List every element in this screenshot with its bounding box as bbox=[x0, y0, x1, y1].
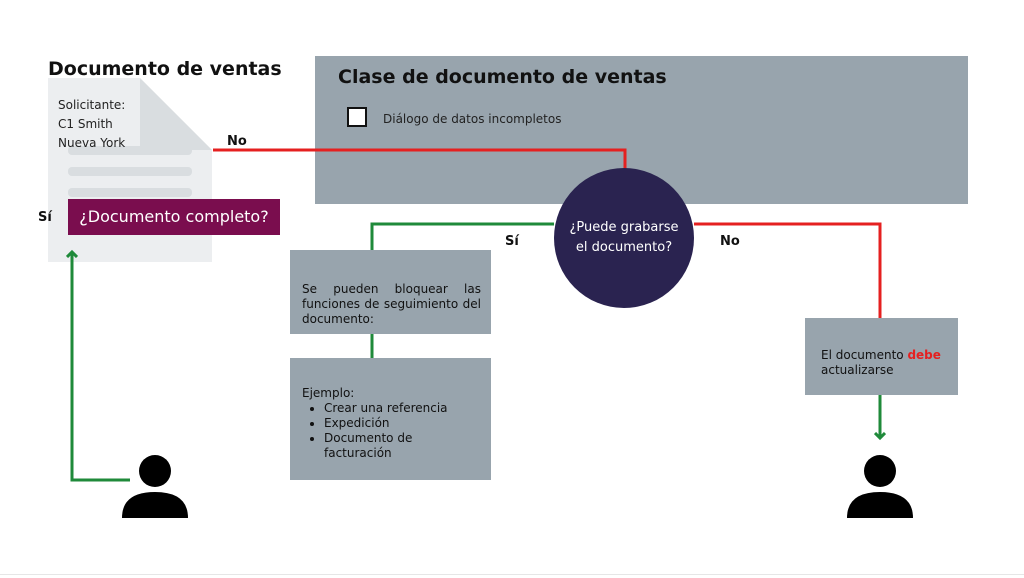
block-functions-box: Se pueden bloquear las funciones de seguimiento del documento: bbox=[290, 250, 491, 334]
save-question-line2: el documento? bbox=[575, 240, 673, 255]
update-required-box bbox=[805, 318, 958, 395]
save-question-circle bbox=[554, 168, 694, 308]
example-item-shipping: • Expedición bbox=[324, 416, 481, 431]
document-complete-question: ¿Documento completo? bbox=[68, 199, 280, 235]
arrow-no-to-save-question bbox=[213, 150, 625, 188]
example-item-reference: • Crear una referencia bbox=[324, 401, 481, 416]
save-question-line1: ¿Puede grabarse bbox=[569, 220, 679, 235]
update-emphasis: debe bbox=[907, 348, 941, 362]
label-yes-left: Sí bbox=[38, 210, 52, 225]
requester-city: Nueva York bbox=[58, 136, 126, 150]
update-suffix: actualizarse bbox=[821, 363, 894, 377]
user-icon-left bbox=[120, 454, 190, 520]
requester-label: Solicitante: bbox=[58, 98, 126, 112]
user-icon-right bbox=[845, 454, 915, 520]
requester-name: C1 Smith bbox=[58, 117, 113, 131]
example-title: Ejemplo: bbox=[302, 386, 355, 400]
document-class-title: Clase de documento de ventas bbox=[338, 66, 667, 88]
incomplete-data-label: Diálogo de datos incompletos bbox=[383, 112, 562, 126]
example-box bbox=[290, 358, 491, 480]
arrow-user-to-complete bbox=[72, 252, 130, 480]
label-no-right: No bbox=[720, 234, 740, 249]
example-item-billing: • Documento de facturación bbox=[324, 431, 481, 461]
label-yes-center: Sí bbox=[505, 234, 519, 249]
bottom-divider bbox=[0, 574, 1024, 575]
label-no-top: No bbox=[227, 134, 247, 149]
example-list bbox=[302, 401, 481, 461]
update-prefix: El documento bbox=[821, 348, 904, 362]
sales-document-title: Documento de ventas bbox=[48, 58, 282, 80]
